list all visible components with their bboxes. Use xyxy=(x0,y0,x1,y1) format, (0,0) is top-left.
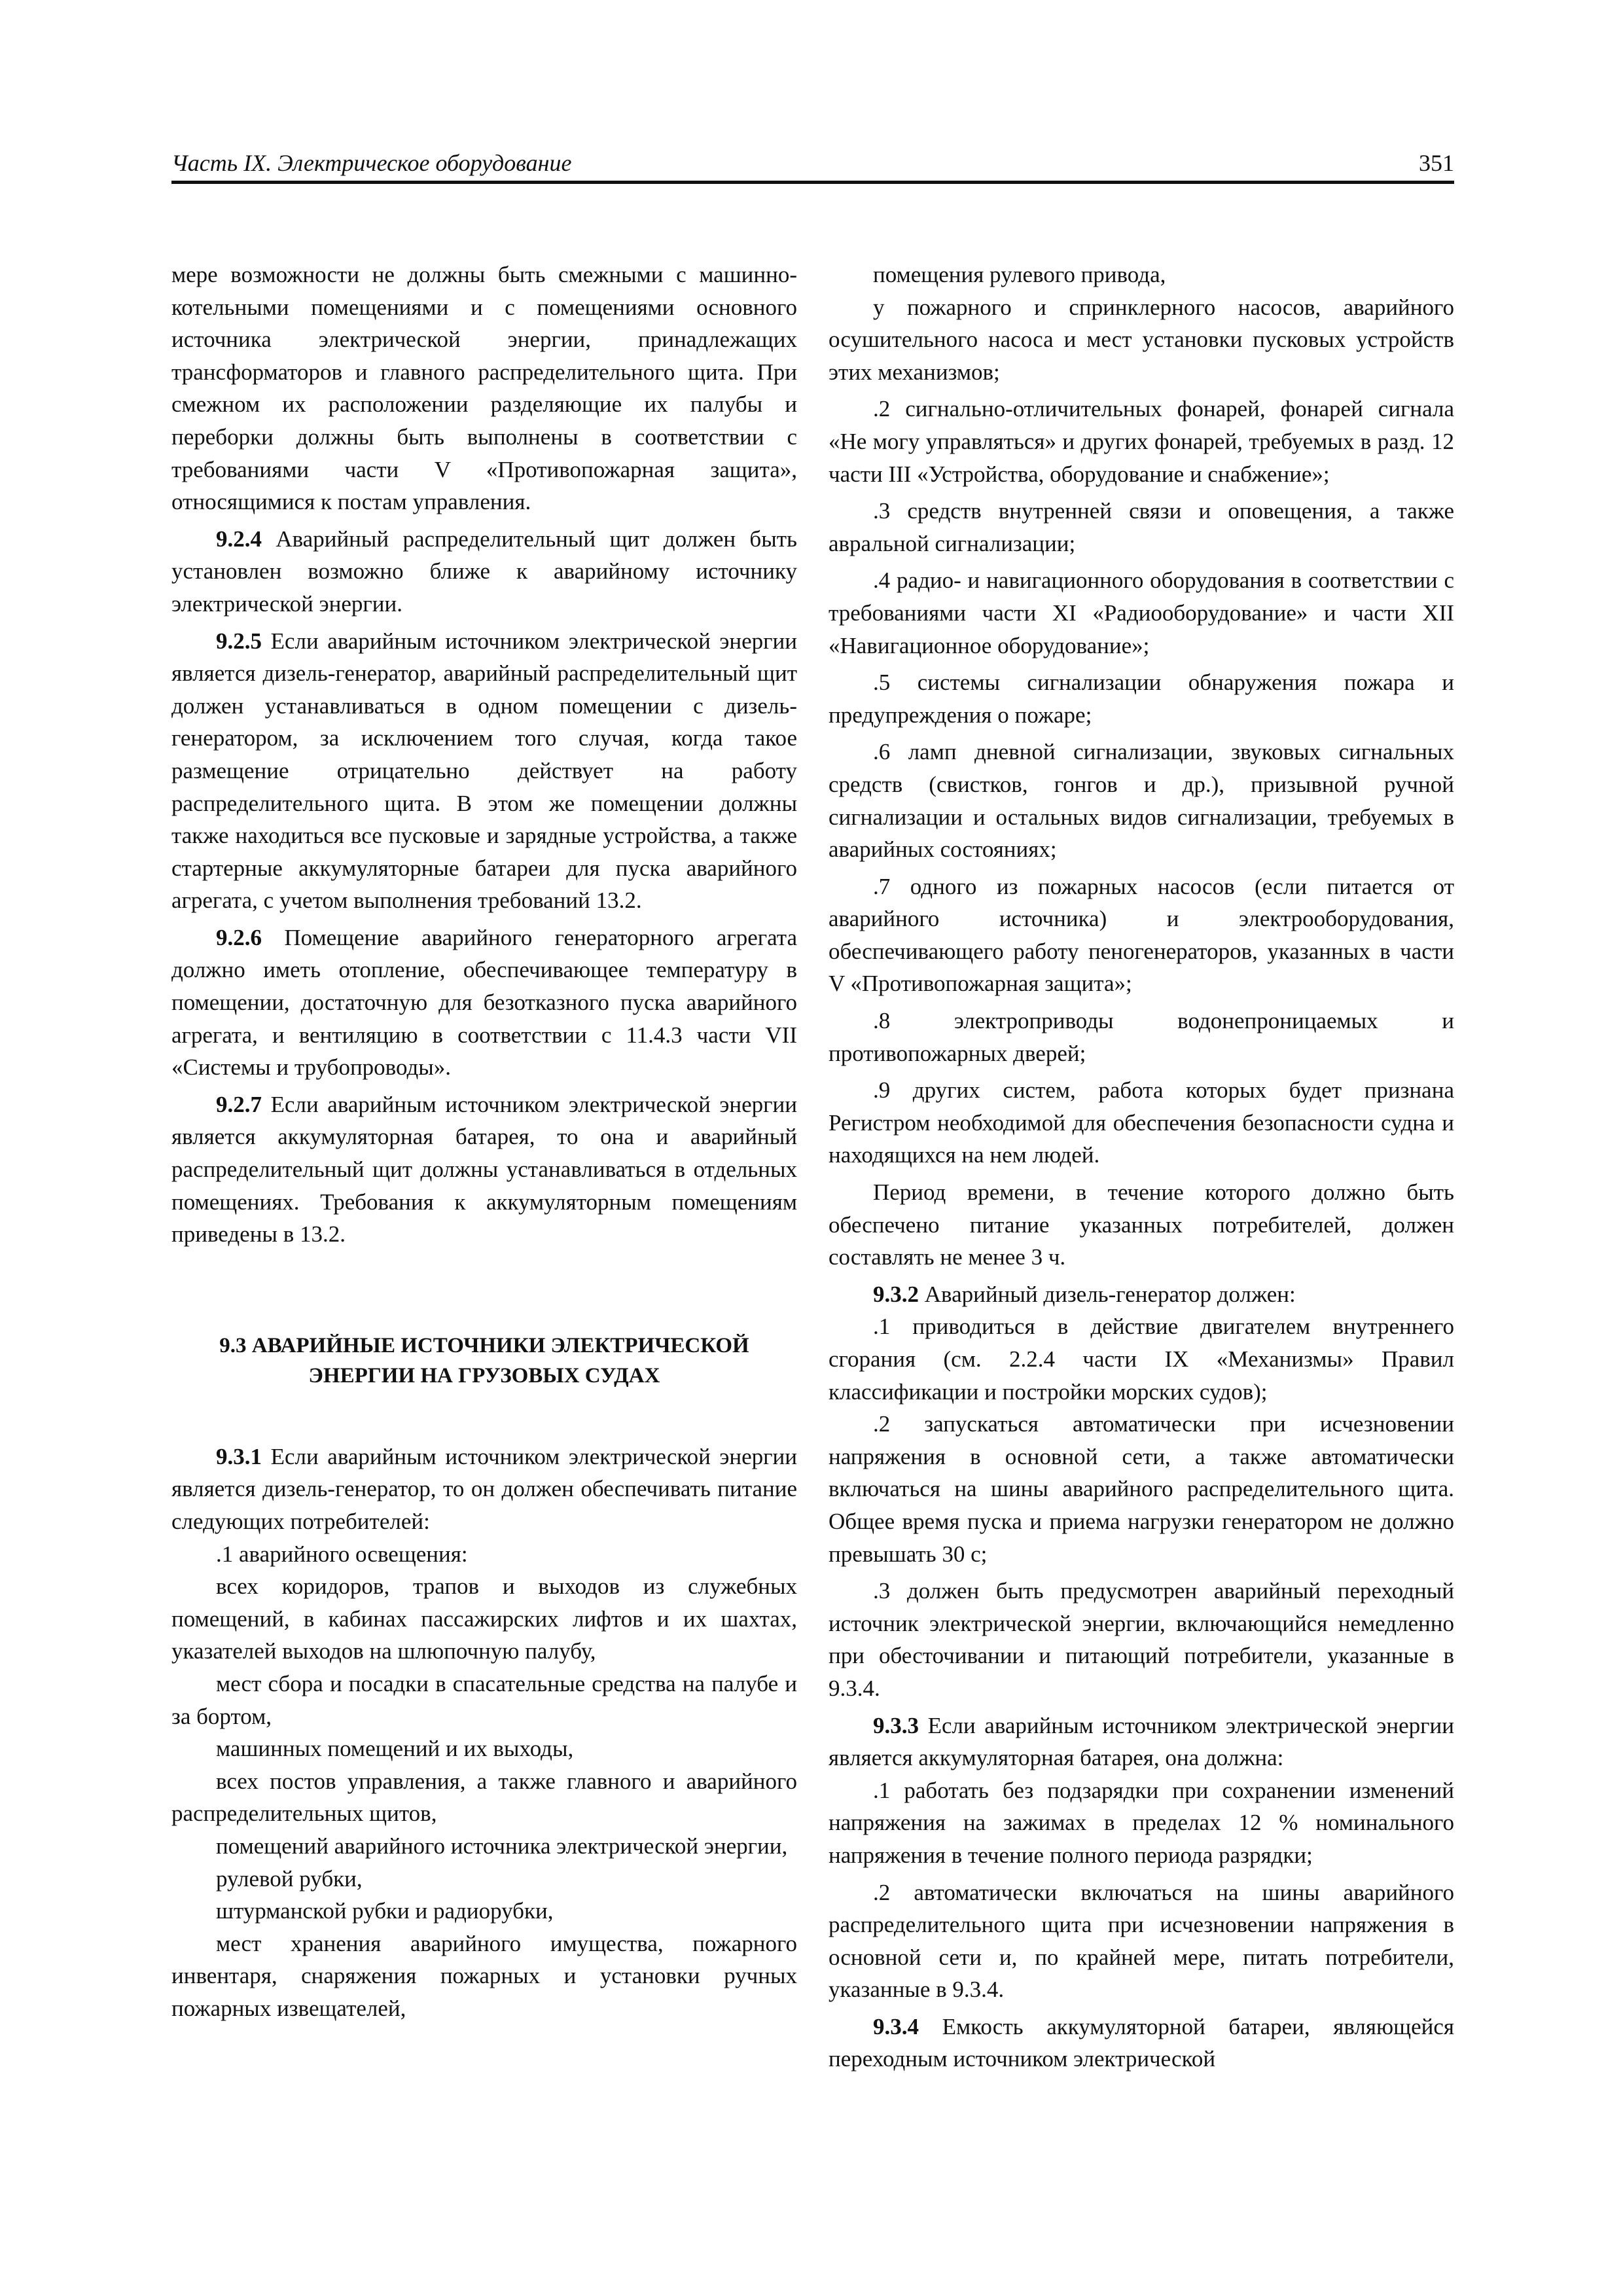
paragraph-continuation: мере возможности не должны быть смежными с машинно-котельными помещениями и с помещениями основного источника электрической энергии, принадлежащих трансформаторов и главного распределительного щита. При смежном их расположении разделяющие их палубы и переборки должны быть выполнены в соответствии с требованиями части V «Противопожарная защита», относящимися к постам управления. xyxy=(171,262,797,515)
section-heading-9-3 xyxy=(171,1331,797,1391)
list-item: .4 радио- и навигационного оборудования в соответствии с требованиями части XI «Радиооборудование» и части XII «Навигационное оборудование»; xyxy=(829,567,1454,658)
list-item: .1 работать без подзарядки при сохранении изменений напряжения на зажимах в пределах 12 % номинального напряжения в течение полного периода разрядки; xyxy=(829,1777,1454,1868)
paragraph-9-2-6 xyxy=(171,922,797,1084)
list-subitem: всех коридоров, трапов и выходов из служебных помещений, в кабинах пассажирских лифтов и их шахтах, указателей выходов на шлюпочную палубу, xyxy=(171,1573,797,1664)
header-title: Часть IX. Электрическое оборудование xyxy=(171,150,572,176)
list-item: .8 электроприводы водонепроницаемых и противопожарных дверей; xyxy=(829,1008,1454,1066)
clause-number: 9.2.6 xyxy=(216,924,262,950)
clause-text: Если аварийным источником электрической энергии является аккумуляторная батарея, то она и аварийный распределительный щит должны устанавливаться в отдельных помещениях. Требования к аккумуляторным помещениям приведены в 13.2. xyxy=(171,1091,797,1247)
list-subitem: помещения рулевого привода, xyxy=(873,262,1166,287)
list-item: .6 ламп дневной сигнализации, звуковых сигнальных средств (свистков, гонгов и др.), призывной ручной сигнализации и остальных видов сигнализации, требуемых в аварийных состояниях; xyxy=(829,739,1454,863)
page-number: 351 xyxy=(1419,150,1454,176)
list-item: .5 системы сигнализации обнаружения пожара и предупреждения о пожаре; xyxy=(829,670,1454,728)
right-column xyxy=(829,259,1454,2075)
list-item: .7 одного из пожарных насосов (если питается от аварийного источника) и электрооборудования, обеспечивающего работу пеногенераторов, указанных в части V «Противопожарная защита»; xyxy=(829,873,1454,997)
clause-number: 9.3.2 xyxy=(873,1281,919,1307)
paragraph-9-2-5 xyxy=(171,625,797,917)
paragraph-9-2-7 xyxy=(171,1088,797,1251)
list-subitem: мест хранения аварийного имущества, пожарного инвентаря, снаряжения пожарных и установки ручных пожарных извещателей, xyxy=(171,1930,797,2021)
paragraph-9-3-3 xyxy=(829,1710,1454,1774)
list-subitem: штурманской рубки и радиорубки, xyxy=(216,1898,554,1924)
section-heading-line: 9.3 АВАРИЙНЫЕ ИСТОЧНИКИ ЭЛЕКТРИЧЕСКОЙ xyxy=(219,1333,749,1357)
list-item: .2 автоматически включаться на шины аварийного распределительного щита при исчезновении напряжения в основной сети и, по крайней мере, питать потребители, указанные в 9.3.4. xyxy=(829,1879,1454,2003)
clause-text: Если аварийным источником электрической энергии является аккумуляторная батарея, она должна: xyxy=(829,1712,1454,1771)
list-subitem: мест сбора и посадки в спасательные средства на палубе и за бортом, xyxy=(171,1670,797,1729)
clause-number: 9.2.5 xyxy=(216,628,262,654)
clause-text: Помещение аварийного генераторного агрегата должно иметь отопление, обеспечивающее температуру в помещении, достаточную для безотказного пуска аварийного агрегата, и вентиляцию в соответствии с 11.4.3 части VII «Системы и трубопроводы». xyxy=(171,924,797,1081)
paragraph-9-3-2 xyxy=(829,1278,1454,1311)
section-heading-line: ЭНЕРГИИ НА ГРУЗОВЫХ СУДАХ xyxy=(308,1363,660,1388)
paragraph-9-2-4 xyxy=(171,523,797,620)
list-item: .2 запускаться автоматически при исчезновении напряжения в основной сети, а также автоматически включаться на шины аварийного распределительного щита. Общее время пуска и приема нагрузки генератором не должно превышать 30 с; xyxy=(829,1411,1454,1567)
list-subitem: рулевой рубки, xyxy=(216,1865,363,1892)
list-subitem: у пожарного и спринклерного насосов, аварийного осушительного насоса и мест установки пусковых устройств этих механизмов; xyxy=(829,294,1454,385)
clause-text: Аварийный дизель-генератор должен: xyxy=(924,1281,1296,1307)
clause-number: 9.3.1 xyxy=(216,1443,262,1469)
list-item: .3 должен быть предусмотрен аварийный переходный источник электрической энергии, включающийся немедленно при обесточивании и питающий потребители, указанные в 9.3.4. xyxy=(829,1578,1454,1701)
clause-number: 9.2.7 xyxy=(216,1091,262,1117)
clause-text: Если аварийным источником электрической энергии является дизель-генератор, аварийный распределительный щит должен устанавливаться в одном помещении с дизель-генератором, за исключением того случая, когда такое размещение отрицательно действует на работу распределительного щита. В этом же помещении должны также находиться все пусковые и зарядные устройства, а также стартерные аккумуляторные батареи для пуска аварийного агрегата, с учетом выполнения требований 13.2. xyxy=(171,628,797,914)
list-item: .2 сигнально-отличительных фонарей, фонарей сигнала «Не могу управляться» и других фонарей, требуемых в разд. 12 части III «Устройства, оборудование и снабжение»; xyxy=(829,396,1454,487)
clause-text: Если аварийным источником электрической энергии является дизель-генератор, то он должен обеспечивать питание следующих потребителей: xyxy=(171,1443,797,1534)
paragraph-9-3-1 xyxy=(171,1441,797,1538)
list-subitem: помещений аварийного источника электрической энергии, xyxy=(216,1833,788,1859)
running-header xyxy=(171,148,1454,184)
list-item: .9 других систем, работа которых будет признана Регистром необходимой для обеспечения безопасности судна и находящихся на нем людей. xyxy=(829,1077,1454,1168)
list-item: .3 средств внутренней связи и оповещения, а также авральной сигнализации; xyxy=(829,498,1454,556)
list-subitem: всех постов управления, а также главного и аварийного распределительных щитов, xyxy=(171,1768,797,1827)
paragraph-period: Период времени, в течение которого должно быть обеспечено питание указанных потребителей, должен составлять не менее 3 ч. xyxy=(829,1179,1454,1270)
clause-number: 9.3.3 xyxy=(873,1712,919,1738)
clause-text: Емкость аккумуляторной батареи, являющейся переходным источником электрической xyxy=(829,2013,1454,2072)
paragraph-9-3-4 xyxy=(829,2011,1454,2075)
clause-number: 9.2.4 xyxy=(216,526,262,552)
list-subitem: машинных помещений и их выходы, xyxy=(216,1736,574,1762)
list-item: .1 приводиться в действие двигателем внутреннего сгорания (см. 2.2.4 части IX «Механизмы» Правил классификации и постройки морских судов); xyxy=(829,1314,1454,1405)
clause-text: Аварийный распределительный щит должен быть установлен возможно ближе к аварийному источнику электрической энергии. xyxy=(171,526,797,617)
list-item: .1 аварийного освещения: xyxy=(216,1541,468,1567)
clause-number: 9.3.4 xyxy=(873,2013,919,2039)
left-column xyxy=(171,259,797,2025)
